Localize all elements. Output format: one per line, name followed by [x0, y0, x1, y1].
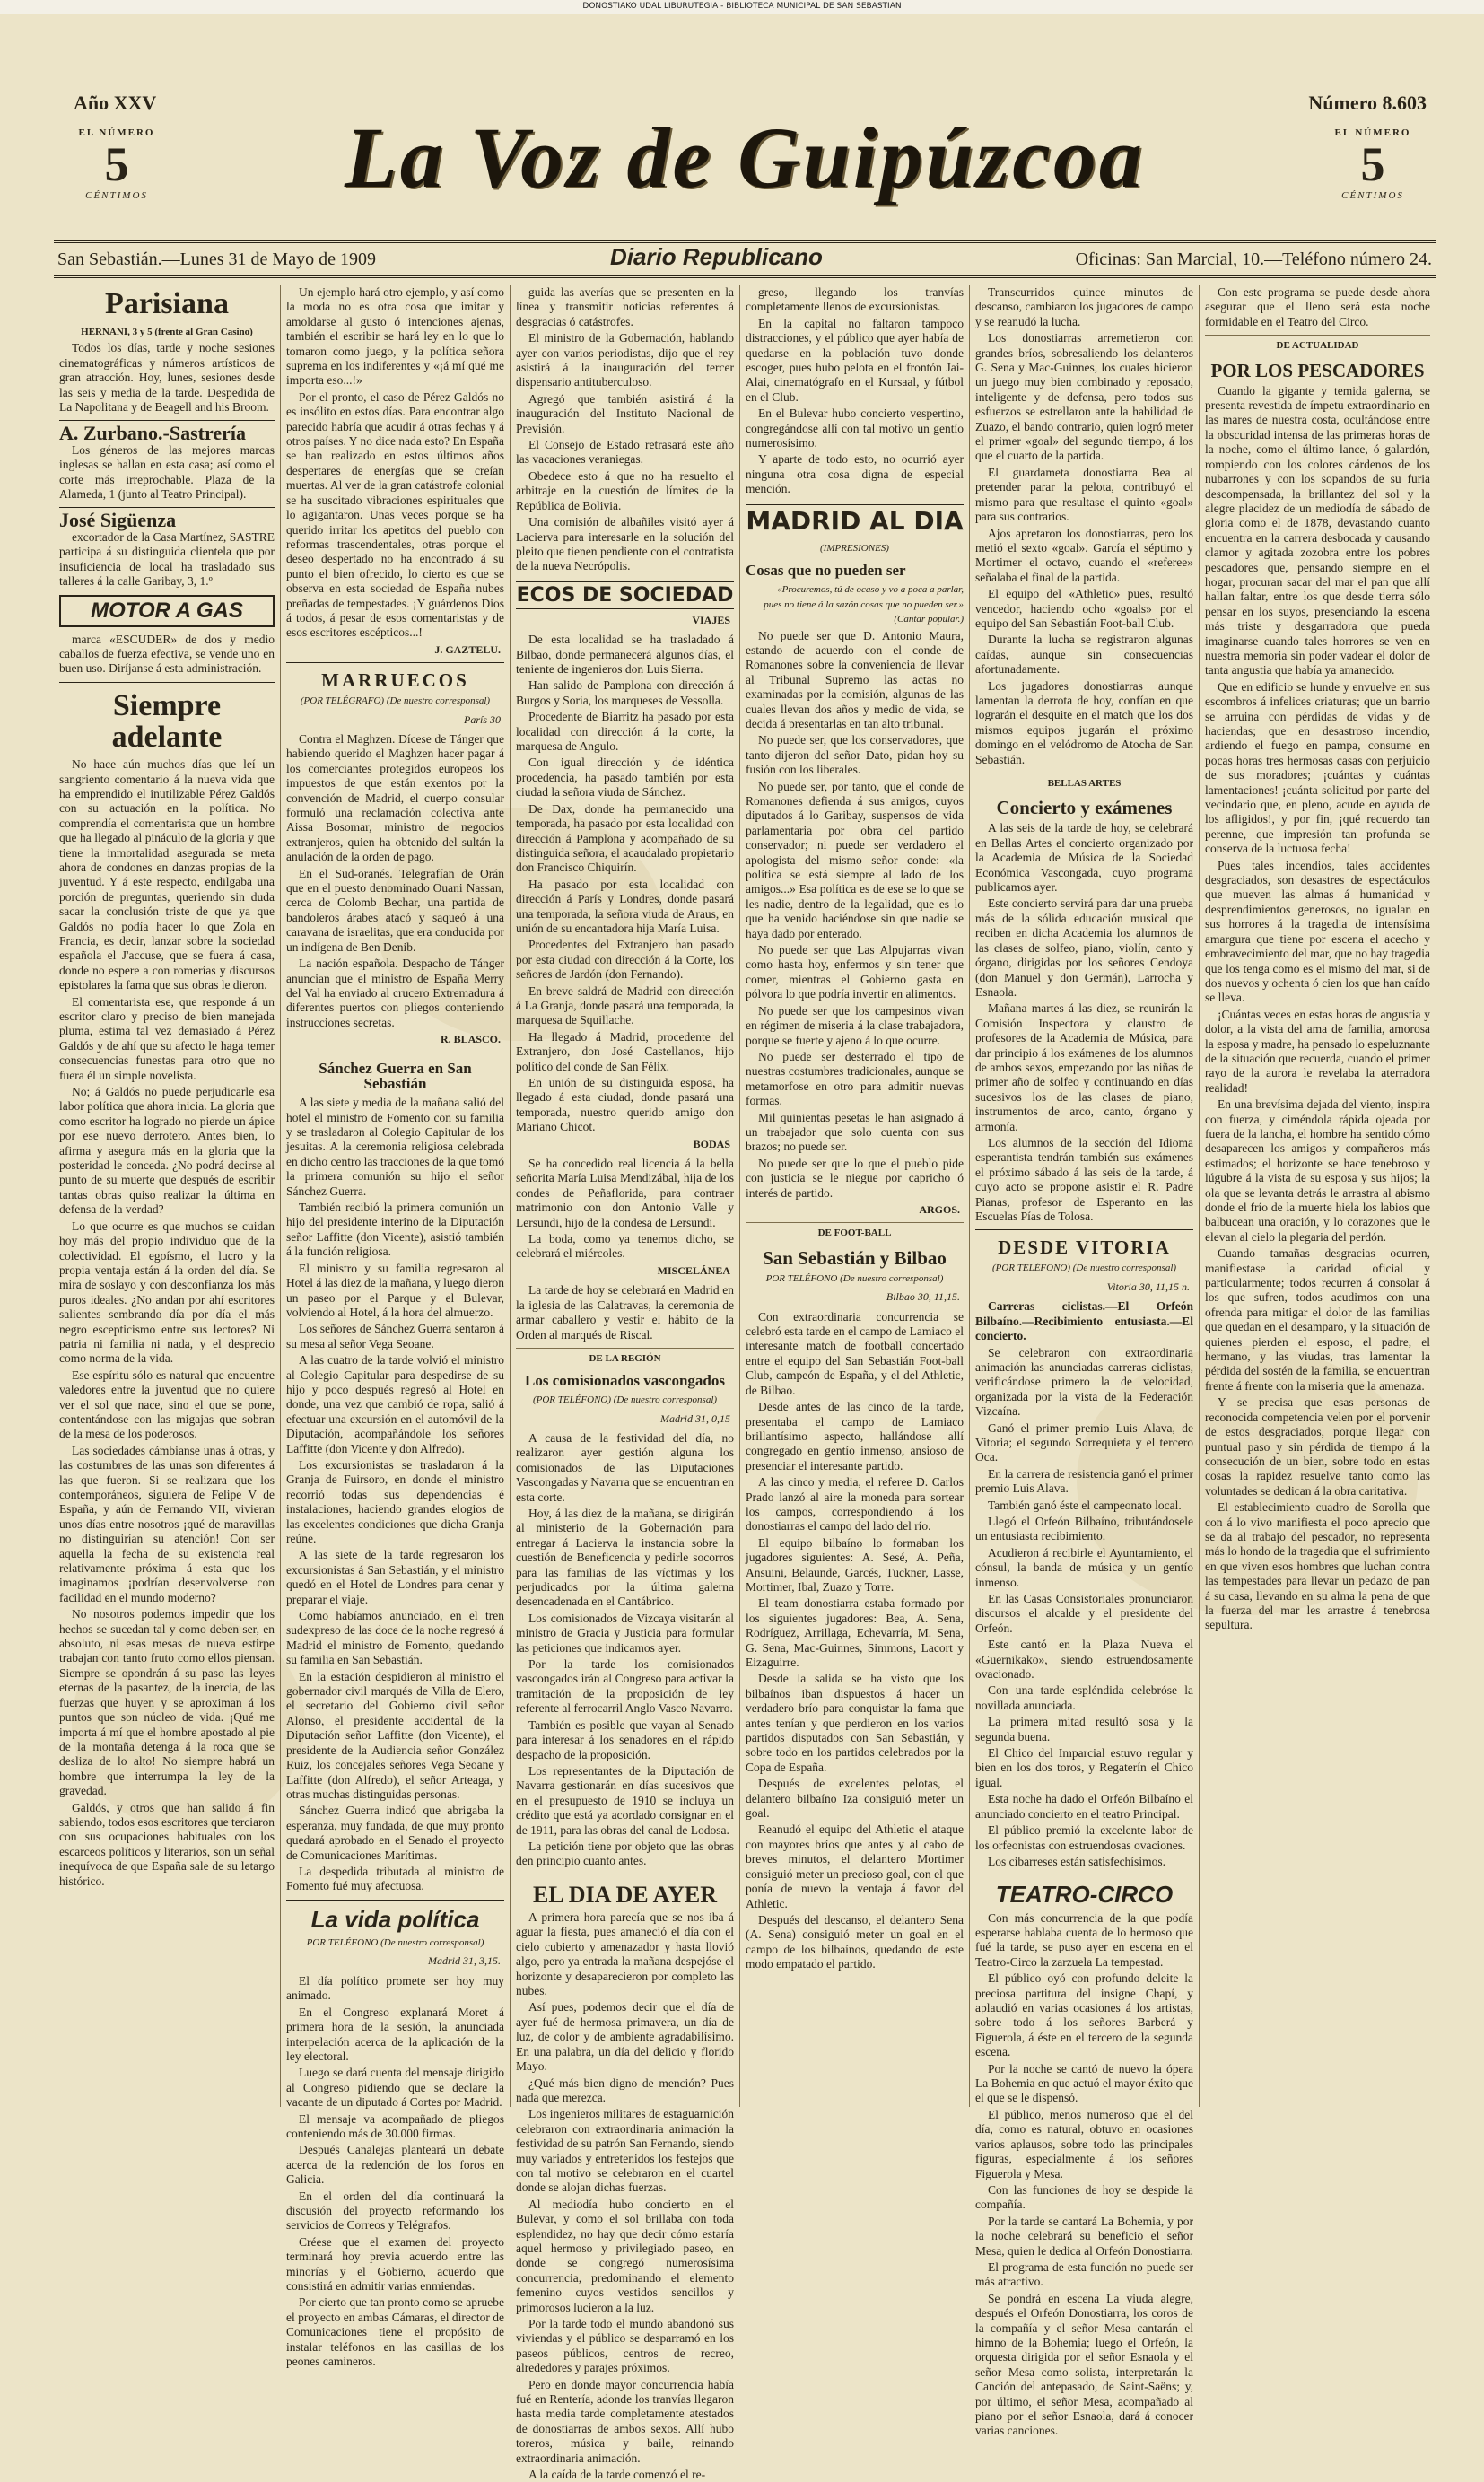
- article-paragraph: Han salido de Pamplona con dirección á Burgos y Soria, los marqueses de Vessolla.: [516, 678, 734, 707]
- article-paragraph: El público premió la excelente labor de los orfeonistas con estruendosas ovaciones.: [975, 1823, 1193, 1852]
- article-paragraph: Por la tarde todo el mundo abandonó sus viviendas y el público se desparramó en los paseos públicos, centros de recreo, alrededores y parajes próximos.: [516, 2317, 734, 2375]
- article-paragraph: De esta localidad se ha trasladado á Bilbao, donde permanecerá algunos días, el teniente de ingenieros don Luis Sierra.: [516, 633, 734, 677]
- article-paragraph: El equipo del «Athletic» pues, resultó vencedor, haciendo ocho «goals» por el equipo del San Sebastián Foot-ball Club.: [975, 587, 1193, 630]
- article-paragraph: Acudieron á recibirle el Ayuntamiento, el cónsul, la banda de música y un gentío inmenso.: [975, 1545, 1193, 1589]
- article-paragraph: Por cierto que tan pronto como se apruebe el proyecto en ambas Cámaras, el director de Comunicaciones tiene el propósito de instalar teléfonos en las casillas de los peones camineros.: [286, 2295, 504, 2369]
- article-paragraph: Cuando tamañas desgracias ocurren, manifiestase la caridad oficial y particularmente; todos recurren á consolar á los que sufren, todos acudimos con una ofrenda para mitigar el dolor de las familias que quedan en el desamparo, y la situación de quienes pierden el esposo, el padre, el hermano, y las viudas, tras lamentar la pérdida del sostén de la familia, se encuentran frente á frente con la miseria que la amenaza.: [1205, 1246, 1430, 1393]
- ad-motor-title: MOTOR A GAS: [59, 595, 275, 627]
- article-paragraph: ¡Cuántas veces en estas horas de angustia y dolor, a la vista del ama de familia, amorosa la esposa y madre, ha pensado lo espeluznante de la situación que recuerda, cuando el primer rayo de la aurora le revelaba la aterradora realidad!: [1205, 1007, 1430, 1095]
- article-paragraph: El comentarista ese, que responde á un escritor claro y preciso de bien manejada pluma, estima tal vez demasiado á Pérez Galdós y de ahí que su afecto le haga temer consecuencias funestas para otro que no fuera él un simple novelista.: [59, 994, 275, 1082]
- article-paragraph: En el orden del día continuará la discusión del proyecto reformando los servicios de Correos y Telégrafos.: [286, 2189, 504, 2233]
- article-paragraph: La primera mitad resultó sosa y la segunda buena.: [975, 1715, 1193, 1744]
- article-paragraph: Con más concurrencia de la que podía esperarse hablaba cuenta de lo hermoso que fué la tarde, se puso ayer en escena en el Teatro-Circo la zarzuela La tempestad.: [975, 1910, 1193, 1969]
- article-paragraph: El Consejo de Estado retrasará este año las vacaciones veraniegas.: [516, 438, 734, 467]
- section-subtitle: POR TELÉFONO (De nuestro corresponsal): [765, 1272, 944, 1284]
- masthead: [54, 90, 1436, 224]
- article-paragraph: Los cibarreses están satisfechísimos.: [988, 1854, 1165, 1868]
- article-paragraph: Cuando la gigante y temida galerna, se presenta revestida de ímpetu extraordinario en las mares de nuestra costa, ocultándose entre la obscuridad intensa de las primeras horas de la noche, como el último lance, ó galardón, rompiendo con los colores cárdenos de los nubarrones y con los sopandos de su furia descompensada, la brillantez del sol y la alegre placidez de un mediodía de sábado de gloria como el de 1878, devastando cuanto encuentra en la carrera desbocada y causando clamor y agitada zozobra entre los pobres pescadores que, pensando siempre en el hogar, procuran sacar del mar el pan que allí hallan faltar, entre los que desde tierra sólo pensar en los suyos, presenciando la escena más triste y desgarradora que pueda imaginarse cuando tales horrores se ven en nuestra memoria sin poder vadear el dolor de tanta angustia que había ya amanecido.: [1205, 383, 1430, 677]
- price-digit: 5: [104, 137, 129, 191]
- article-paragraph: A las cuatro de la tarde volvió el ministro al Colegio Capitular para despedirse de su hijo y poco después regresó al Hotel en donde, una vez que cambió de ropa, salió á efectuar una excursión en el automóvil de la Diputación, acompañándole los señores Laffitte (don Vicente y don Alfredo).: [286, 1353, 504, 1455]
- divider: [59, 420, 275, 421]
- article-paragraph: Galdós, y otros que han salido á fin sabiendo, todos esos escritores que terciaron con sus ocupaciones habituales con los escarceos políticos y literarios, son un señal inequívoca de que España sale de su letargo histórico.: [59, 1800, 275, 1888]
- section-title-concierto: Concierto y exámenes: [996, 797, 1173, 819]
- price-bottom-label: CÉNTIMOS: [1341, 190, 1404, 201]
- author-signature: J. GAZTELU.: [434, 642, 501, 656]
- section-subtitle: POR TELÉFONO (De nuestro corresponsal): [306, 1937, 484, 1949]
- section-kicker: DE LA REGIÓN: [516, 1348, 734, 1366]
- article-paragraph: No; á Galdós no puede perjudicarle esa labor política que ahora inicia. La gloria que como escritor ha logrado no pierde un ápice por ese nuevo derrotero. Antes bien, lo afirma y asegura más en la gloria que la posteridad le conceda. ¿No podrá decirse al punto de su muerte que después de escribir tantas obras quiso realizar la última en defensa de la verdad?: [59, 1085, 275, 1217]
- ad-zurbano-title: A. Zurbano.-Sastrería: [59, 422, 246, 445]
- article-paragraph: El guardameta donostiarra Bea al pretender parar la pelota, contribuyó el mismo para que resultase el quinto «goal» para sus contrarios.: [975, 465, 1193, 524]
- article-paragraph: En unión de su distinguida esposa, ha llegado á esta ciudad, donde pasará una temporada, nuestro querido amigo don Mariano Chicot.: [516, 1076, 734, 1134]
- section-title-vida-politica: La vida política: [310, 1905, 480, 1933]
- article-paragraph: En el Congreso explanará Moret á primera hora de la sesión, la anunciada interpelación acerca de la aplicación de la ley electoral.: [286, 2005, 504, 2063]
- article-paragraph: Las sociedades cámbianse unas á otras, y las costumbres de las unas son diferentes á las que fueron. Si se realizara que los contemporáneos, siguiera de Felipe V de España, y aún de Fernando VII, vivieran unos días entre nosotros ¡qué de maravillas no distinguirían su atención! Con ser aquella la fecha de su existencia real relativamente próxima á esta que los imaginamos ¡podrían desenvolverse con facilidad en el mundo moderno?: [59, 1443, 275, 1604]
- article-paragraph: En breve saldrá de Madrid con dirección á La Granja, donde pasará una temporada, la marquesa de Squillache.: [516, 983, 734, 1027]
- article-paragraph: Ha llegado á Madrid, procedente del Extranjero, don José Castellanos, hijo político del conde de San Félix.: [516, 1029, 734, 1073]
- section-title-dia-de-ayer: EL DIA DE AYER: [533, 1881, 717, 1908]
- article-paragraph: Pero en donde mayor concurrencia había fué en Rentería, adonde los tranvías llegaron hasta media tarde completamente atestados de donostiarras de ambos sexos. Allí hubo toreros, música y baile, reinando extraordinaria animación.: [516, 2377, 734, 2465]
- article-paragraph: Con extraordinaria concurrencia se celebró esta tarde en el campo de Lamiaco el interesante match de football concertado entre el equipo del San Sebastián Foot-ball Club, campeón de España, y el del Athletic, de Bilbao.: [746, 1309, 964, 1397]
- section-subtitle: (POR TELÉFONO) (De nuestro corresponsal): [991, 1263, 1177, 1274]
- article-paragraph: Sánchez Guerra indicó que abrigaba la esperanza, muy fundada, de que muy pronto quedará aprobado en el Senado el proyecto de Comunicaciones Marítimas.: [286, 1804, 504, 1862]
- section-title-teatro-circo: TEATRO-CIRCO: [995, 1881, 1174, 1909]
- article-paragraph: Los ingenieros militares de estaguarnición celebraron con extraordinaria animación la festividad de su patrón San Fernando, siendo muy variados y entretenidos los festejos que con tal motivo se celebraron en el cuartel donde se alojan dichas fuerzas.: [516, 2107, 734, 2195]
- article-paragraph: Este cantó en la Plaza Nueva el «Guernikako», siendo estruendosamente ovacionado.: [975, 1638, 1193, 1682]
- article-paragraph: Y se precisa que esas personas de reconocida competencia velen por el porvenir de estos desgraciados, porque llegar con puntual paso y sin pérdida de tiempo á la consecución de un bien, sobre todo en estas cosas la rapidez resuelve tanto como las voluntades se dedican á la obra caritativa.: [1205, 1395, 1430, 1498]
- article-paragraph: Como habíamos anunciado, en el tren sudexpreso de las doce de la noche regresó á Madrid el ministro de Fomento, quedando su familia en San Sebastián.: [286, 1609, 504, 1667]
- article-paragraph: Al mediodía hubo concierto en el Bulevar, y como el sol brillaba con toda esplendidez, no hay que decir cómo estaría aquel hermoso y privilegiado paseo, en donde se congregó numerosísima concurrencia, predominando el elemento femenino cuyos vestidos sencillos y primorosos lucieron a la luz.: [516, 2197, 734, 2314]
- article-paragraph: La boda, como ya tenemos dicho, se celebrará el miércoles.: [516, 1232, 734, 1261]
- ad-siguenza-text: excortador de la Casa Martínez, SASTRE participa á su distinguida clientela que por insuficiencia de local ha trasladado sus talleres á la calle Garibay, 3, 1.º: [59, 529, 275, 589]
- column-1: [54, 285, 280, 2107]
- ad-zurbano-text: Los géneros de las mejores marcas inglesas se hallan en esta casa; así como el corte más irreprochable. Plaza de la Alameda, 1 (junto al Teatro Principal).: [59, 442, 275, 502]
- article-title-siempre-adelante: Siempre adelante: [111, 688, 223, 755]
- author-signature: R. BLASCO.: [440, 1033, 501, 1046]
- article-paragraph: La nación española. Despacho de Tánger anuncian que el ministro de España Merry del Val ha enviado al crucero Extremadura á diferentes puertos con pliegos conteniendo instrucciones secretas.: [286, 957, 504, 1029]
- article-paragraph: Con una tarde espléndida celebróse la novillada anunciada.: [975, 1683, 1193, 1712]
- subsection-kicker: VIAJES: [692, 613, 730, 626]
- article-paragraph: Los representantes de la Diputación de Navarra gestionarán en días sucesivos que en el presupuesto de 1910 se incluya un crédito que está ya acordado consignar en el de 1911, para las obras del canal de Lodosa.: [516, 1763, 734, 1837]
- article-paragraph: Agregó que también asistirá á la inauguración del Instituto Nacional de Previsión.: [516, 391, 734, 435]
- article-paragraph: No hace aún muchos días que leí un sangriento comentario á la nueva vida que ha emprendido el inutilizable Pérez Galdós con su actuación en la política. No comprendía el comentarista que un hombre que ha llegado al pináculo de la gloria y que tiene la inmortalidad asegurada se meta ahora de condones en danzas propias de la juventud. Y á este respecto, endilgaba una porción de preguntas, queriendo sin duda sacar la conclusión triste de que ya que Galdós no podía hacer lo que Zola en Francia, es decir, lanzar sobre la sociedad española el J'accuse, que se fuera á casa, donde no espere a con romerías y discursos epistolares la fama que sus obras le dieron.: [59, 757, 275, 992]
- section-title-desde-vitoria: DESDE VITORIA: [998, 1237, 1171, 1259]
- archive-notice: DONOSTIAKO UDAL LIBURUTEGIA - BIBLIOTECA MUNICIPAL DE SAN SEBASTIAN: [0, 0, 1484, 14]
- divider: [975, 1229, 1193, 1230]
- article-paragraph: A las siete de la tarde regresaron los excursionistas á San Sebastián, y el ministro quedó en el Hotel de Londres para cenar y preparar el viaje.: [286, 1548, 504, 1606]
- article-paragraph: La despedida tributada al ministro de Fomento fué muy afectuosa.: [286, 1864, 504, 1893]
- article-paragraph: Los jugadores donostiarras aunque lamentan la derrota de hoy, confían en que lograrán el desquite en el match que los dos mismos equipos jugarán el próximo domingo en el velódromo de Atocha de San Sebastián.: [975, 678, 1193, 766]
- article-paragraph: No puede ser que Las Alpujarras vivan como hasta hoy, enfermos y sin tener que comer, mientras el Gobierno gasta en pólvora lo que podría invertir en alimentos.: [746, 943, 964, 1001]
- article-paragraph: Ganó el primer premio Luis Alava, de Vitoria; el segundo Sorrequieta y el tercero Oca.: [975, 1420, 1193, 1464]
- article-paragraph: Ajos apretaron los donostiarras, pero los metió el sexto «goal». García el séptimo y Mortimer el octavo, cuando el «referee» señalaba el final de la partida.: [975, 526, 1193, 584]
- article-paragraph: No puede ser, por tanto, que el conde de Romanones defienda á sus amigos, cuyos diputados á lo Garibay, suspensos de vida parlamentaria por obra del partido conservador; ni puede ser verdadero el apologista del mismo señor conde: «la política se está siempre al lado de los amigos...» Esa política es de ese se lo que se les nadie, dentro de la legalidad, que es lo que ha venido haciéndose sin que nadie se haya dado por enterado.: [746, 779, 964, 940]
- epigraph-quote: «Procuremos, tú de ocaso y vo a poca a parlar, pues no tiene á la sazón cosas que no pueden ser.» (Cantar popular.): [764, 584, 964, 625]
- article-paragraph: Transcurridos quince minutos de descanso, cambiaron los jugadores de campo y se reanudó la lucha.: [975, 285, 1193, 328]
- article-paragraph: Por la tarde se cantará La Bohemia, y por la noche celebrará su beneficio el señor Mesa, quien le dedica al Orfeón Donostiarra.: [975, 2214, 1193, 2258]
- newspaper-subtitle: Diario Republicano: [610, 243, 823, 270]
- article-paragraph: Después Canalejas planteará un debate acerca de la redención de los foros en Galicia.: [286, 2143, 504, 2187]
- article-paragraph: Los comisionados de Vizcaya visitarán al ministro de Gracia y Justicia para formular las peticiones que indicamos ayer.: [516, 1611, 734, 1655]
- article-paragraph: greso, llegando los tranvías completamente llenos de excursionistas.: [746, 285, 964, 314]
- article-paragraph: El team donostiarra estaba formado por los siguientes jugadores: Bea, A. Sena, Rodríguez, Arrillaga, Echevarría, M. Sena, G. Sena, Mac-Guinnes, Simmons, Lacort y Eizaguirre.: [746, 1596, 964, 1669]
- article-paragraph: No nosotros podemos impedir que los hechos se sucedan tal y como deben ser, en absoluto, ni esas mesas de nueva estirpe trabajan con tanto fruto como ellos piensan. Siempre se opondrán á su paso las leyes eternas de la pasantez, de la inercia, de las fuerzas que huyen y se aproximan á los puntos que son núcleo de vida. ¡Qué me importa á mí que el hombre apostado al pie de la montaña detenga á la roca que se desliza de lo alto! No siempre habrá un hombre que interrumpa la ley de la gravedad.: [59, 1607, 275, 1798]
- ad-siguenza-title: José Sigüenza: [59, 509, 177, 532]
- dateline-place: Madrid 31, 3,15.: [428, 1954, 501, 1968]
- dateline-place: Bilbao 30, 11,15.: [886, 1290, 960, 1304]
- article-paragraph: En la capital no faltaron tampoco distracciones, y el público que ayer había de quedarse en la población tuvo donde escoger, pues hubo pelota en el frontón Jai-Alai, cinematógrafo en el Kursaal, y fútbol en el Club.: [746, 316, 964, 404]
- section-kicker: (IMPRESIONES): [820, 543, 889, 555]
- article-paragraph: A las seis de la tarde de hoy, se celebrará en Bellas Artes el concierto organizado por la Academia de Música de la Sociedad Económica Vascongada, cuyo programa publicamos ayer.: [975, 821, 1193, 895]
- column-2: [280, 285, 510, 2369]
- article-paragraph: Lo que ocurre es que muchos se cuidan hoy más del propio individuo que de la colectividad. El egoísmo, el lucro y la propia ventaja están á la orden del día. Se mira de soslayo y con desconfianza los más puros ideales. ¿No andan por ahí escritores salientes sembrando día por día el más negro escepticismo entre sus lectores? Ni patria ni familia ni nada, y el desprecio como norma de la vida.: [59, 1219, 275, 1366]
- divider: [59, 507, 275, 508]
- article-paragraph: Pues tales incendios, tales accidentes desgraciados, son desastres de espectáculos que mueven las almas á humanidad y desprendimientos generosos, no igualan en sus horrores á la tragedia de intensísima amargura que tiene por escena el acecho y embravecimiento del mar, que no hay tragedia que los tenga como es el mismo del mar, si de dos nuevos y ochenta ó cien los que han caído se lleva.: [1205, 858, 1430, 1005]
- price-top-label: EL NÚMERO: [78, 127, 155, 138]
- article-paragraph: A la caída de la tarde comenzó el re-: [528, 2468, 706, 2482]
- column-3: [510, 285, 739, 2482]
- article-paragraph: Con igual dirección y de idéntica procedencia, ha pasado también por esta ciudad la señora viuda de Sánchez.: [516, 756, 734, 800]
- issue-number: Número 8.603: [1308, 92, 1427, 114]
- price-bottom-label: CÉNTIMOS: [85, 190, 148, 201]
- article-paragraph: En el Bulevar hubo concierto vespertino, congregándose allí con tal motivo un gentío numerosísimo.: [746, 406, 964, 450]
- article-paragraph: No puede ser desterrado el tipo de nuestras costumbres tradicionales, aunque se metamorfose en otro para admitir nuevas formas.: [746, 1049, 964, 1108]
- price-top-label: EL NÚMERO: [1334, 127, 1411, 138]
- article-paragraph: En el Sud-oranés. Telegrafían de Orán que en el puesto denominado Ouani Nassan, cerca de Colomb Bechar, una partida de bandoleros árabes atacó y saqueó á una caravana de israelitas, que era conducida por un indígena de Ben Denib.: [286, 866, 504, 954]
- article-paragraph: Reanudó el equipo del Athletic el ataque con mayores bríos que antes y al cabo de breves minutos, el delantero Mortimer consiguió meter un precioso goal, con el que ponía de nuevo la ventaja á favor del Athletic.: [746, 1822, 964, 1910]
- section-title-por-los-pescadores: POR LOS PESCADORES: [1210, 359, 1425, 381]
- year-label: Año XXV: [74, 92, 157, 114]
- section-kicker: DE FOOT-BALL: [746, 1222, 964, 1240]
- author-signature: ARGOS.: [919, 1202, 960, 1216]
- divider: [286, 662, 504, 663]
- article-paragraph: Con las funciones de hoy se despide la compañía.: [975, 2182, 1193, 2212]
- article-paragraph: De Dax, donde ha permanecido una temporada, ha pasado por esta localidad con dirección á Pamplona y acompañado de su distinguida señora, el acaudalado propietario don Francisco Chiquirín.: [516, 801, 734, 875]
- article-paragraph: Desde antes de las cinco de la tarde, presentaba el campo de Lamiaco brillantísimo aspecto, hallándose allí congregado en gentío inmenso, ansioso de presenciar el interesante partido.: [746, 1400, 964, 1473]
- article-paragraph: Esta noche ha dado el Orfeón Bilbaíno el anunciado concierto en el teatro Principal.: [975, 1792, 1193, 1821]
- ad-motor-text: marca «ESCUDER» de dos y medio caballos de fuerza efectiva, se vende uno en buen uso. Diríjanse á esta administración.: [59, 632, 275, 676]
- article-paragraph: No puede ser que los campesinos vivan en régimen de miseria á la clase trabajadora, porque se fuerte y ajeno á lo que ocurre.: [746, 1003, 964, 1047]
- price-badge-left: [72, 126, 161, 215]
- divider: [286, 1900, 504, 1901]
- ad-parisiana-address: HERNANI, 3 y 5 (frente al Gran Casino): [81, 327, 253, 337]
- article-paragraph: Obedece esto á que no ha resuelto el arbitraje en la cuestión de límites de la República de Bolivia.: [516, 468, 734, 512]
- dateline-place: Madrid 31, 0,15: [660, 1411, 730, 1425]
- dateline: [54, 240, 1436, 278]
- article-paragraph: A primera hora parecía que se nos iba á aguar la fiesta, pues amaneció el día con el cielo cubierto y amenazador y hasta llovió algo, pero ya entrada la mañana despejóse el horizonte y desaparecieron por completo las nubes.: [516, 1910, 734, 1998]
- article-paragraph: Y aparte de todo esto, no ocurrió ayer ninguna otra cosa digna de especial mención.: [746, 452, 964, 496]
- article-paragraph: Los alumnos de la sección del Idioma esperantista tendrán también sus exámenes el próximo sábado á las seis de la tarde, á cuyo acto se propone asistir el R. Padre Pianas, profesor de Esperanto en las Escuelas Pías de Tolosa.: [975, 1135, 1193, 1224]
- article-paragraph: Créese que el examen del proyecto terminará hoy previa acuerdo entre las minorías y el Gobierno, acuerdo que consistirá en admitir varias enmiendas.: [286, 2234, 504, 2293]
- section-subtitle: (POR TELÉFONO) (De nuestro corresponsal): [532, 1394, 718, 1406]
- article-paragraph: Este concierto servirá para dar una prueba más de la sólida educación musical que reciben en dicha Academia los alumnos de las clases de solfeo, piano, violín, canto y órgano, dirigidas por los señores Cendoya (don Manuel y don Germán), Larrocha y Esnaola.: [975, 896, 1193, 999]
- section-title-ecos-sociedad: ECOS DE SOCIEDAD: [516, 581, 734, 609]
- section-title-football: San Sebastián y Bilbao: [763, 1246, 947, 1269]
- dateline-place: Vitoria 30, 11,15 n.: [1106, 1280, 1190, 1293]
- article-paragraph: Luego se dará cuenta del mensaje dirigido al Congreso pidiendo que se declare la vacante de un diputado á Cortes por Madrid.: [286, 2066, 504, 2110]
- dateline-place: París 30: [463, 712, 501, 726]
- price-badge-right: [1328, 126, 1418, 215]
- article-paragraph: También ganó éste el campeonato local.: [988, 1498, 1182, 1512]
- article-paragraph: El público, menos numeroso que el del día, como es natural, obtuvo en ocasiones varios aplausos, sobre todo las principales figuras, especialmente á los señores Figuerola y Mesa.: [975, 2107, 1193, 2180]
- page-columns: [54, 285, 1436, 2482]
- article-paragraph: Los señores de Sánchez Guerra sentaron á su mesa al señor Vega Seoane.: [286, 1322, 504, 1350]
- place-date: San Sebastián.—Lunes 31 de Mayo de 1909: [57, 249, 376, 269]
- section-title-sanchez-guerra: Sánchez Guerra en San Sebastián: [319, 1059, 472, 1093]
- article-paragraph: Que en edificio se hunde y envuelve en sus escombros á infelices criaturas; que un barrio se arruina con pérdidas de vidas y de haciendas; que en desastroso incendio, ardiendo el fuego en pampa, consume en pocas horas tres hermosas casas con perjuicio de sus moradores; ¡cuántas y cuántas lamentaciones! ¡cuánta solicitud por parte del vecindario que, en pleno, acude en ayuda de los afligidos!, y por fin, ¡qué recuerdo tan perenne, que impresión tan profunda se conserva de la luctuosa fecha!: [1205, 679, 1430, 856]
- article-paragraph: El ministro de la Gobernación, hablando ayer con varios periodistas, dijo que el rey asistirá á la inauguración del tercer dispensario antituberculoso.: [516, 331, 734, 389]
- article-paragraph: En la carrera de resistencia ganó el primer premio Luis Alava.: [975, 1466, 1193, 1496]
- section-title-marruecos: MARRUECOS: [321, 669, 469, 692]
- article-paragraph: Contra el Maghzen. Dícese de Tánger que habiendo querido el Maghzen hacer pagar á los comerciantes protegidos europeos los impuestos de que están exentos por la convención de Madrid, el cuerpo consular formuló una reclamación colectiva ante Aissa Bosomar, ministro de negocios extranjeros, quien ha obtenido del sultán la anulación de la orden de pago.: [286, 732, 504, 864]
- section-title-comisionados: Los comisionados vascongados: [525, 1372, 725, 1390]
- article-paragraph: Se pondrá en escena La viuda alegre, después el Orfeón Donostiarra, los coros de la compañía y el señor Mesa cantarán el himno de la Bohemia; luego el Orfeón, la orquesta dirigida por el señor Esnaola y el señor Mesa como solista, interpretarán la Canción del antepasado, de Saint-Saëns; y, por último, el señor Mesa, acompañado al piano por el señor Esnaola, dará á conocer varias canciones.: [975, 2291, 1193, 2438]
- article-paragraph: También recibió la primera comunión un hijo del presidente interino de la Diputación señor Laffitte (don Vicente), asistió también á la función religiosa.: [286, 1201, 504, 1259]
- offices-info: Oficinas: San Marcial, 10.—Teléfono número 24.: [1075, 249, 1432, 269]
- section-kicker: DE ACTUALIDAD: [1205, 335, 1430, 353]
- article-paragraph: En la estación despidieron al ministro el gobernador civil marqués de Villa de Elero, el secretario del Gobierno civil señor Alonso, el presidente accidental de la Diputación señor Laffitte (don Vicente), el presidente de la Audiencia señor González Ruiz, los concejales señores Vega Seoane y Laffitte (don Alfredo), el señor Arteaga, y otras muchas distinguidas personas.: [286, 1669, 504, 1801]
- article-paragraph: Los donostiarras arremetieron con grandes bríos, sobresaliendo los delanteros G. Sena y Mac-Guinnes, los cuales hicieron un juego muy bien combinado y reposado, inteligente y de defensa, pero todos sus esfuerzos se estrellaron ante la habilidad de Zuazo, el bando contrario, quien logró meter el primer «goal» del segundo tiempo, á los que el cuarto de la partida.: [975, 331, 1193, 463]
- article-paragraph: Mil quinientas pesetas le han asignado á un trabajador que solo cuenta con sus brazos; no puede ser.: [746, 1110, 964, 1154]
- section-title-madrid-al-dia: MADRID AL DIA: [746, 504, 964, 537]
- article-paragraph: Desde la salida se ha visto que los bilbaínos iban dispuestos á hacer un verdadero brío para conquistar la fama que antes tenían y que perdieron en los varios partidos disputados con San Sebastián, y sobre todo en los partidos celebrados por la Copa de España.: [746, 1672, 964, 1774]
- article-paragraph: El público oyó con profundo deleite la preciosa partitura del insigne Chapí, y aplaudió en varias ocasiones á los artistas, sobre todo á los señores Barberá y Figuerola, á éste en el tercero de la segunda escena.: [975, 1971, 1193, 2059]
- article-paragraph: El establecimiento cuadro de Sorolla que con á lo vivo manifiesta el poco aprecio que se da al trabajo del pescador, no representa más lo hondo de la tragedia que el sufrimiento en que viven esos hombres que luchan contra las tempestades para llevar un pedazo de pan á su casa, llevando en su alma la pena de que la fuerza del mar les arrastre á tenebrosa sepultura.: [1205, 1500, 1430, 1632]
- column-4: [739, 285, 969, 2107]
- article-paragraph: No puede ser que D. Antonio Maura, estando de acuerdo con el conde de Romanones sobre la conveniencia de llevar al Tribunal Supremo las actas no examinadas por la comisión, algunas de las cuales llevan dos años y medio de vida, se decida á presentarlas en tan alto tribunal.: [746, 628, 964, 730]
- section-subtitle: (POR TELÉGRAFO) (De nuestro corresponsal): [300, 695, 491, 707]
- article-summary: Carreras ciclistas.—El Orfeón Bilbaíno.—Recibimiento entusiasta.—El concierto.: [975, 1299, 1193, 1343]
- article-paragraph: Se ha concedido real licencia á la bella señorita María Luisa Mendizábal, hija de los condes de Peñaflorida, para contraer matrimonio con don Antonio Valle y Lersundi, hijo de la condesa de Lersundi.: [516, 1157, 734, 1229]
- article-paragraph: También es posible que vayan al Senado para interesar á los senadores en el rápido despacho de la proposición.: [516, 1717, 734, 1761]
- section-subtitle-cosas: Cosas que no pueden ser: [746, 562, 906, 580]
- article-paragraph: Por el pronto, el caso de Pérez Galdós no es insólito en estos días. Para encontrar algo parecido habría que acudir á otras fechas y á otros países. Y no dice nada esto? En España se han realizado en estos últimos años despertares de energías que se creían muertas. Al ver de la gran catástrofe colonial se ha suscitado vibraciones espirituales que lo agigantaron. Unas veces porque se ha querido irritar los apetitos del pueblo con reformas trascendentales, otras porque el deseo despertado no ha encontrado á su punto el bien ofrecido, lo cierto es que se observa en esta sociedad de España nubes preñadas de tempestades. ¡Y guárdenos Dios á todos, á pesar de esos comentaristas y de esos escritores escépticos...!: [286, 389, 504, 640]
- article-paragraph: Así pues, podemos decir que el día de ayer fué de hermosa primavera, un día de luz, de color y de ambiente agradabilísimo. En una palabra, un día del delicio y florido Mayo.: [516, 2000, 734, 2074]
- article-paragraph: El programa de esta función no puede ser más atractivo.: [975, 2259, 1193, 2289]
- article-paragraph: Una comisión de albañiles visitó ayer á Lacierva para interesarle en la solución del pleito que tienen pendiente con el contratista de la nueva Necrópolis.: [516, 515, 734, 573]
- article-paragraph: Por la noche se cantó de nuevo la ópera La Bohemia en que actuó el mayor éxito que el que se le dispensó.: [975, 2061, 1193, 2105]
- section-kicker: BELLAS ARTES: [975, 773, 1193, 791]
- article-paragraph: Ese espíritu sólo es natural que encuentre valedores entre la juventud que no quiere ver el sol que nace, sino el que se pone, contentándose con las migajas que sobran de la mesa de los poderosos.: [59, 1368, 275, 1441]
- article-paragraph: Mañana martes á las diez, se reunirán la Comisión Inspectora y claustro de profesores de la Academia de Música, para dar principio á los exámenes de los alumnos de ambos sexos, empezando por las niñas de primer año de solfeo y continuando en días sucesivos los de las clases de piano, instrumentos de arco, canto, órgano y armonía.: [975, 1001, 1193, 1133]
- article-paragraph: El ministro y su familia regresaron al Hotel á las diez de la mañana, y luego dieron un paseo por el Parque y el Bulevar, volviendo al Hotel, á la hora del almuerzo.: [286, 1261, 504, 1319]
- article-paragraph: En las Casas Consistoriales pronunciaron discursos el alcalde y el presidente del Orfeón.: [975, 1592, 1193, 1635]
- newspaper-title: La Voz de Guipúzcoa: [345, 109, 1145, 205]
- article-paragraph: El mensaje va acompañado de pliegos conteniendo más de 30.000 firmas.: [286, 2111, 504, 2140]
- article-paragraph: El Chico del Imparcial estuvo regular y bien en los dos toros, y Regaterín el Chico igual.: [975, 1746, 1193, 1789]
- article-paragraph: A las siete y media de la mañana salió del hotel el ministro de Fomento con su familia y se trasladaron al Colegio Capitular de los jesuitas. A la ceremonia religiosa celebrada en dicho centro las tracciones de la que tomó la primera comunión su hijo el señor Sánchez Guerra.: [286, 1096, 504, 1198]
- article-paragraph: La petición tiene por objeto que las obras den principio cuanto antes.: [516, 1839, 734, 1868]
- article-paragraph: A causa de la festividad del día, no realizaron ayer gestión alguna los comisionados de las Diputaciones Vascongadas y Navarra que se encuentran en esta corte.: [516, 1430, 734, 1504]
- article-paragraph: Llegó el Orfeón Bilbaíno, tributándosele un entusiasta recibimiento.: [975, 1514, 1193, 1543]
- ad-parisiana-text: Todos los días, tarde y noche sesiones cinematográficas y números artísticos de gran atracción. Hoy, lunes, sesiones desde las seis y media de la tarde. Despedida de La Napolitana y de Beagell and his Broom.: [59, 341, 275, 415]
- article-paragraph: La tarde de hoy se celebrará en Madrid en la iglesia de las Calatravas, la ceremonia de armar caballero y vestir el hábito de la Orden al marqués de Riscal.: [516, 1283, 734, 1342]
- divider: [59, 682, 275, 683]
- article-paragraph: Por la tarde los comisionados vascongados irán al Congreso para activar la tramitación de la proposición de ley referente al ferrocarril Anglo Vasco Navarro.: [516, 1657, 734, 1716]
- subsection-kicker: BODAS: [693, 1137, 730, 1150]
- article-paragraph: A las cinco y media, el referee D. Carlos Prado lanzó al aire la moneda para sortear los campos, correspondiendo á los donostiarras el campo del lado del río.: [746, 1475, 964, 1534]
- article-paragraph: Durante la lucha se registraron algunas caídas, aunque sin consecuencias afortunadamente.: [975, 633, 1193, 677]
- article-paragraph: Un ejemplo hará otro ejemplo, y así como la moda no es otra cosa que imitar y amoldarse al gusto ó intenciones ajenas, también el escribir se hará ley en lo que lo tomaron como juego, y la política señora suprema en los indiferentes y «¡á mí qué me importa eso...!»: [286, 285, 504, 388]
- article-paragraph: No puede ser que lo que el pueblo pide con justicia se le niegue por capricho ó interés de partido.: [746, 1156, 964, 1200]
- article-paragraph: Ha pasado por esta localidad con dirección á París y Londres, donde pasará una temporada, la señora viuda de Araus, en unión de su encantadora hija María Luisa.: [516, 877, 734, 935]
- article-paragraph: Los excursionistas se trasladaron á la Granja de Fuirsoro, en donde el ministro recorrió todas sus dependencias é instalaciones, haciendo grandes elogios de las excelentes condiciones que dicha Granja reúne.: [286, 1457, 504, 1546]
- column-6: [1199, 285, 1436, 2107]
- article-paragraph: Se celebraron con extraordinaria animación las anunciadas carreras ciclistas, verificándose primero la de velocidad, organizada por la vista de la Federación Vizcaína.: [975, 1345, 1193, 1419]
- article-paragraph: Hoy, á las diez de la mañana, se dirigirán al ministerio de la Gobernación para entregar á Lacierva la instancia sobre la cuestión de Beneficencia y pedirle socorros para las familias de las víctimas y los perjudicados por la última galerna desencadenada en el Cantábrico.: [516, 1507, 734, 1609]
- ad-parisiana-title: Parisiana: [105, 287, 229, 320]
- article-paragraph: No puede ser, que los conservadores, que tanto dijeron del señor Dato, pidan hoy su fusión con los liberales.: [746, 733, 964, 777]
- subsection-kicker: MISCELÁNEA: [657, 1263, 730, 1277]
- article-paragraph: El día político promete ser hoy muy animado.: [286, 1973, 504, 2003]
- price-digit: 5: [1360, 137, 1385, 191]
- article-paragraph: Con este programa se puede desde ahora asegurar que el lleno será esta noche formidable en el Teatro del Circo.: [1205, 285, 1430, 328]
- article-paragraph: Después del descanso, el delantero Sena (A. Sena) consiguió meter un goal en el campo de los bilbaínos, quedando de este modo empatado el partido.: [746, 1912, 964, 1971]
- article-paragraph: Procedentes del Extranjero han pasado por esta ciudad con dirección á la Corte, los señores de Jardón (don Fernando).: [516, 938, 734, 982]
- article-paragraph: En una brevísima dejada del viento, inspira con fuerza, y ciméndola rápida ojeada por fuera de la lancha, el hombre ha sentido cómo desaparecen los amigos y compañeros más estimados; el horizonte se hace tenebroso y lúgubre á la vista de su esposa y sus hijos; la ola que se levanta detrás le arrastra al abismo donde el frío de la muerte hiela los labios que balbucean una oración, y lo corazones que le elevan al cielo la plegaria del perdón.: [1205, 1097, 1430, 1244]
- article-paragraph: guida las averías que se presenten en la línea y transmitir noticias referentes á desgracias ó catástrofes.: [516, 285, 734, 328]
- article-paragraph: ¿Qué más bien digno de mención? Pues nada que merezca.: [516, 2076, 734, 2104]
- article-paragraph: Después de excelentes pelotas, el delantero bilbaíno Iza consiguió meter un goal.: [746, 1777, 964, 1821]
- article-paragraph: El equipo bilbaíno lo formaban los jugadores siguientes: A. Sesé, A. Peña, Ansuini, Belaunde, Garcés, Tuckner, Lasse, Mortimer, Ibal, Zuazo y Torre.: [746, 1535, 964, 1594]
- article-paragraph: Procedente de Biarritz ha pasado por esta localidad con dirección á la corte, la marquesa de Angulo.: [516, 710, 734, 754]
- column-5: [969, 285, 1199, 2438]
